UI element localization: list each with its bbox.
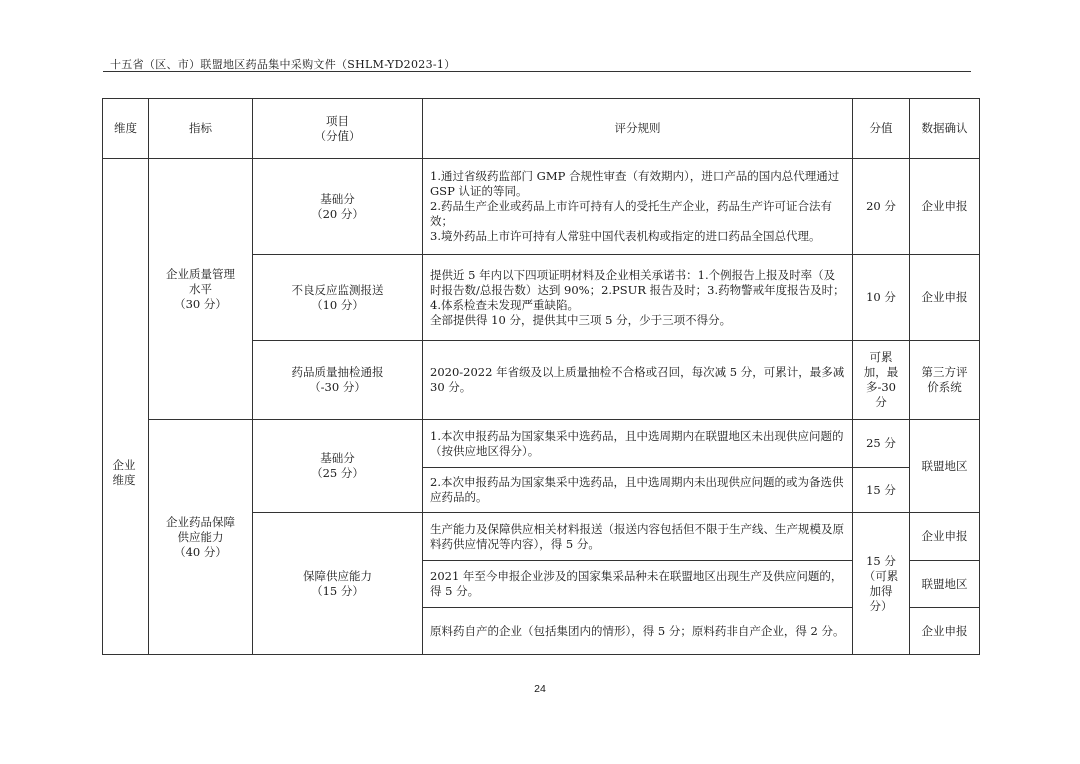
project-supply-guarantee: 保障供应能力 （15 分） <box>253 513 423 655</box>
project-supply-base-score: 基础分 （25 分） <box>253 420 423 513</box>
table-row <box>103 420 980 468</box>
column-header-project: 项目 （分值） <box>253 99 423 159</box>
rule-supply-guarantee-2: 2021 年至今申报企业涉及的国家集采品种未在联盟地区出现生产及供应问题的，得 5 分。 <box>423 561 853 608</box>
header-divider <box>103 71 971 72</box>
column-header-rule: 评分规则 <box>423 99 853 159</box>
page-number: 24 <box>534 683 546 695</box>
score-quality-inspection: 可累 加，最 多-30 分 <box>853 341 910 420</box>
running-header: 十五省（区、市）联盟地区药品集中采购文件（SHLM-YD2023-1） <box>110 58 456 71</box>
dimension-label: 企业 维度 <box>112 457 136 487</box>
confirm-supply-guarantee-2: 联盟地区 <box>910 561 980 608</box>
score-supply-base-2: 15 分 <box>853 468 910 513</box>
indicator-supply-capacity: 企业药品保障 供应能力 （40 分） <box>149 420 253 655</box>
column-header-indicator: 指标 <box>149 99 253 159</box>
rule-supply-guarantee-3: 原料药自产的企业（包括集团内的情形），得 5 分；原料药非自产企业，得 2 分。 <box>423 608 853 655</box>
score-supply-guarantee: 15 分 （可累 加得 分） <box>853 513 910 655</box>
scoring-table <box>102 98 980 655</box>
project-adverse-reaction: 不良反应监测报送 （10 分） <box>253 255 423 341</box>
rule-supply-guarantee-1: 生产能力及保障供应相关材料报送（报送内容包括但不限于生产线、生产规模及原料药供应情况等内容），得 5 分。 <box>423 513 853 561</box>
project-base-score: 基础分 （20 分） <box>253 159 423 255</box>
rule-supply-base-2: 2.本次申报药品为国家集采中选药品，且中选周期内未出现供应问题的或为备选供应药品的。 <box>423 468 853 513</box>
score-supply-base-1: 25 分 <box>853 420 910 468</box>
table-header-row <box>103 99 980 159</box>
confirm-quality-inspection: 第三方评 价系统 <box>910 341 980 420</box>
column-header-confirm: 数据确认 <box>910 99 980 159</box>
dimension-cell <box>103 159 149 655</box>
rule-supply-base-1: 1.本次申报药品为国家集采中选药品，且中选周期内在联盟地区未出现供应问题的（按供应地区得分）。 <box>423 420 853 468</box>
table-row <box>103 159 980 255</box>
column-header-dimension: 维度 <box>103 99 149 159</box>
rule-base-score: 1.通过省级药监部门 GMP 合规性审查（有效期内），进口产品的国内总代理通过 GSP 认证的等同。 2.药品生产企业或药品上市许可持有人的受托生产企业，药品生产许可证合法有效； 3.境外药品上市许可持有人常驻中国代表机构或指定的进口药品全国总代理。 <box>423 159 853 255</box>
confirm-base: 企业申报 <box>910 159 980 255</box>
column-header-score: 分值 <box>853 99 910 159</box>
rule-quality-inspection: 2020-2022 年省级及以上质量抽检不合格或召回，每次减 5 分，可累计，最多减 30 分。 <box>423 341 853 420</box>
score-adverse-reaction: 10 分 <box>853 255 910 341</box>
project-quality-inspection: 药品质量抽检通报 （-30 分） <box>253 341 423 420</box>
confirm-supply-base: 联盟地区 <box>910 420 980 513</box>
indicator-quality-management: 企业质量管理 水平 （30 分） <box>149 159 253 420</box>
rule-adverse-reaction: 提供近 5 年内以下四项证明材料及企业相关承诺书：1.个例报告上报及时率（及时报告数/总报告数）达到 90%；2.PSUR 报告及时；3.药物警戒年度报告及时；4.体系检查未发现严重缺陷。 全部提供得 10 分，提供其中三项 5 分，少于三项不得分。 <box>423 255 853 341</box>
confirm-supply-guarantee-1: 企业申报 <box>910 513 980 561</box>
score-base: 20 分 <box>853 159 910 255</box>
confirm-adverse-reaction: 企业申报 <box>910 255 980 341</box>
confirm-supply-guarantee-3: 企业申报 <box>910 608 980 655</box>
